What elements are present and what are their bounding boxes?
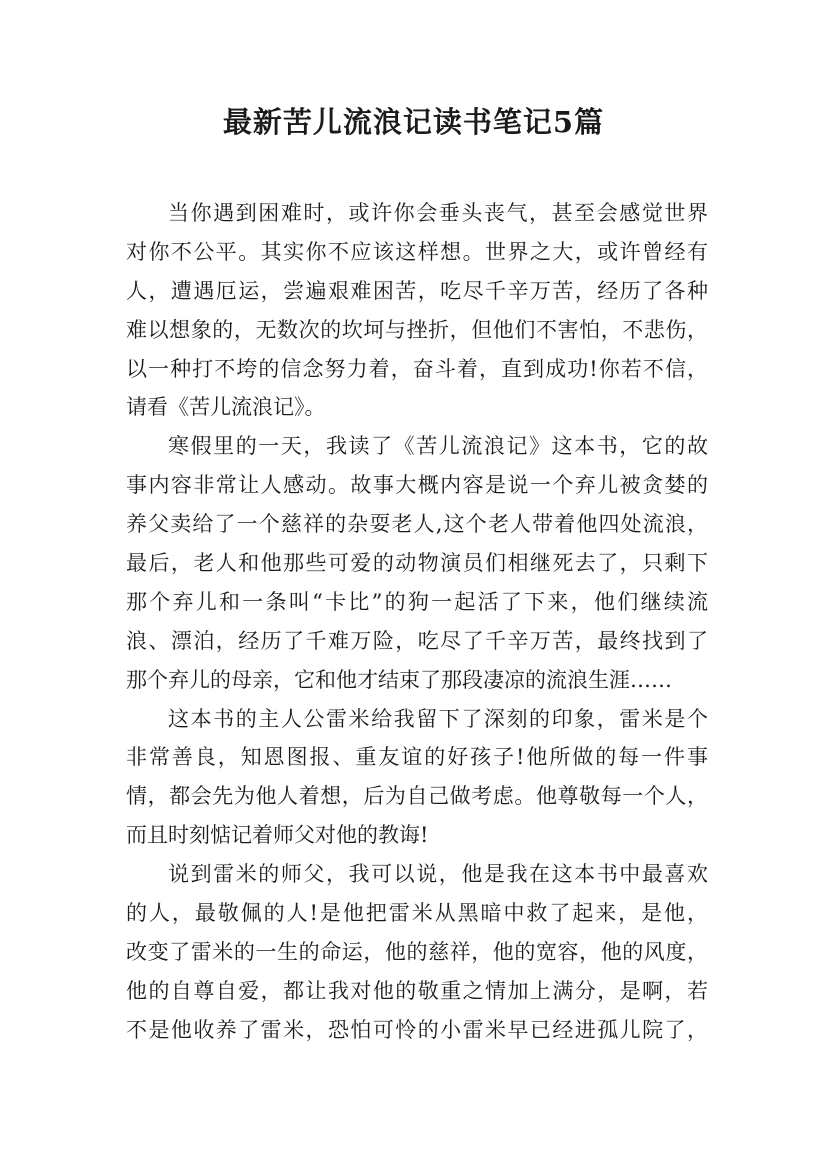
text-line: 而且时刻惦记着师父对他的教诲! — [126, 823, 429, 848]
text-line: 情，都会先为他人着想，后为自己做考虑。他尊敬每一个人， — [126, 784, 708, 809]
text-line: 最后，老人和他那些可爱的动物演员们相继死去了，只剩下 — [126, 551, 708, 576]
text-line: 难以想象的，无数次的坎坷与挫折，但他们不害怕，不悲伤， — [126, 317, 708, 342]
text-line: 当你遇到困难时，或许你会垂头丧气，甚至会感觉世界 — [168, 201, 708, 225]
document-body — [126, 194, 708, 1050]
text-line: 事内容非常让人感动。故事大概内容是说一个弃儿被贪婪的 — [126, 473, 708, 498]
text-line: 以一种打不垮的信念努力着，奋斗着，直到成功!你若不信， — [126, 356, 708, 381]
text-line: 对你不公平。其实你不应该这样想。世界之大，或许曾经有 — [126, 239, 708, 264]
text-line: 不是他收养了雷米，恐怕可怜的小雷米早已经进孤儿院了， — [126, 1017, 708, 1042]
text-line: 这本书的主人公雷米给我留下了深刻的印象，雷米是个 — [168, 706, 708, 731]
text-line: 非常善良，知恩图报、重友谊的好孩子!他所做的每一件事 — [126, 745, 708, 770]
text-line: 请看《苦儿流浪记》。 — [126, 395, 326, 420]
text-line: 他的自尊自爱，都让我对他的敬重之情加上满分，是啊，若 — [126, 978, 708, 1003]
text-line: 寒假里的一天，我读了《苦儿流浪记》这本书，它的故 — [168, 434, 708, 459]
document-title: 最新苦儿流浪记读书笔记5篇 — [222, 105, 605, 139]
text-line: 说到雷米的师父，我可以说，他是我在这本书中最喜欢 — [168, 862, 708, 887]
text-line: 那个弃儿的母亲，它和他才结束了那段凄凉的流浪生涯…… — [126, 667, 672, 692]
text-line: 养父卖给了一个慈祥的杂耍老人,这个老人带着他四处流浪， — [126, 512, 708, 537]
text-line: 的人，最敬佩的人!是他把雷米从黑暗中救了起来，是他， — [126, 901, 708, 926]
text-line: 那个弃儿和一条叫“卡比”的狗一起活了下来，他们继续流 — [126, 589, 708, 614]
text-line: 改变了雷米的一生的命运，他的慈祥，他的宽容，他的风度， — [126, 939, 708, 964]
text-line: 人，遭遇厄运，尝遍艰难困苦，吃尽千辛万苦，经历了各种 — [126, 278, 708, 303]
text-line: 浪、漂泊，经历了千难万险，吃尽了千辛万苦，最终找到了 — [126, 628, 708, 653]
